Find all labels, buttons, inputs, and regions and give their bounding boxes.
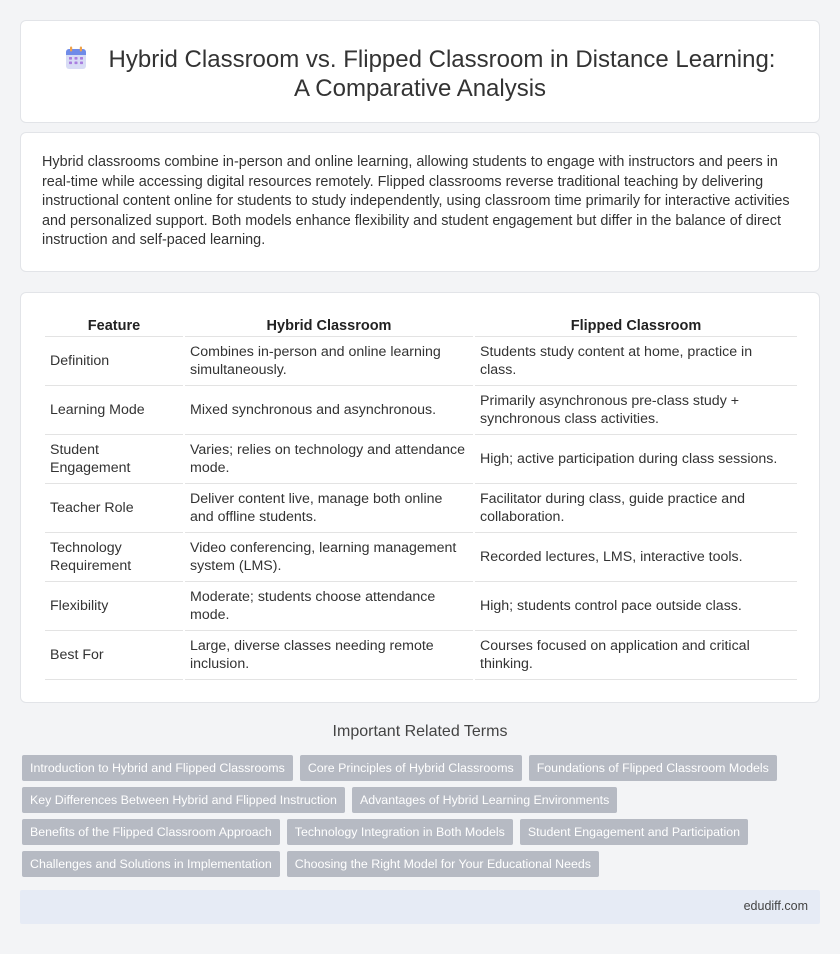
table-cell-flipped: Courses focused on application and critical thinking.	[475, 631, 797, 680]
intro-card	[20, 132, 820, 272]
calendar-icon	[65, 46, 87, 70]
table-cell-flipped: Recorded lectures, LMS, interactive tools.	[475, 533, 797, 582]
related-term-link[interactable]: Choosing the Right Model for Your Educational Needs	[287, 851, 599, 877]
table-cell-feature: Best For	[45, 631, 183, 680]
related-term-link[interactable]: Benefits of the Flipped Classroom Approach	[22, 819, 280, 845]
page-title-text: Hybrid Classroom vs. Flipped Classroom in Distance Learning: A Comparative Analysis	[108, 46, 776, 102]
table-cell-hybrid: Combines in-person and online learning simultaneously.	[185, 337, 473, 386]
related-term-link[interactable]: Introduction to Hybrid and Flipped Classrooms	[22, 755, 293, 781]
table-cell-feature: Student Engagement	[45, 435, 183, 484]
table-cell-hybrid: Moderate; students choose attendance mode.	[185, 582, 473, 631]
table-row	[45, 386, 797, 435]
table-cell-flipped: Facilitator during class, guide practice and collaboration.	[475, 484, 797, 533]
related-term-link[interactable]: Foundations of Flipped Classroom Models	[529, 755, 777, 781]
column-header-feature: Feature	[45, 315, 183, 337]
related-term-link[interactable]: Advantages of Hybrid Learning Environments	[352, 787, 617, 813]
related-term-link[interactable]: Challenges and Solutions in Implementation	[22, 851, 280, 877]
footer	[20, 890, 820, 924]
table-cell-hybrid: Large, diverse classes needing remote inclusion.	[185, 631, 473, 680]
table-cell-feature: Flexibility	[45, 582, 183, 631]
table-row	[45, 631, 797, 680]
table-cell-feature: Teacher Role	[45, 484, 183, 533]
title-card	[20, 20, 820, 123]
table-cell-feature: Definition	[45, 337, 183, 386]
table-cell-feature: Technology Requirement	[45, 533, 183, 582]
table-cell-hybrid: Deliver content live, manage both online and offline students.	[185, 484, 473, 533]
related-term-link[interactable]: Technology Integration in Both Models	[287, 819, 513, 845]
table-row	[45, 582, 797, 631]
comparison-table	[43, 315, 799, 680]
table-row	[45, 484, 797, 533]
table-cell-flipped: Students study content at home, practice in class.	[475, 337, 797, 386]
table-cell-flipped: Primarily asynchronous pre-class study + synchronous class activities.	[475, 386, 797, 435]
table-cell-feature: Learning Mode	[45, 386, 183, 435]
related-terms-list	[22, 755, 822, 883]
table-cell-hybrid: Mixed synchronous and asynchronous.	[185, 386, 473, 435]
table-cell-hybrid: Video conferencing, learning management system (LMS).	[185, 533, 473, 582]
related-terms-row	[22, 851, 822, 877]
table-header-row	[45, 315, 797, 337]
page-title	[21, 45, 819, 103]
related-term-link[interactable]: Key Differences Between Hybrid and Flipped Instruction	[22, 787, 345, 813]
comparison-table-card	[20, 292, 820, 703]
intro-paragraph: Hybrid classrooms combine in-person and online learning, allowing students to engage with instructors and peers in real-time while accessing digital resources remotely. Flipped classrooms reverse traditional teaching by delivering instructional content online for students to study independently, using classroom time primarily for interactive activities and personalized support. Both models enhance flexibility and student engagement but differ in the balance of direct instruction and self-paced learning.	[42, 154, 790, 248]
table-row	[45, 533, 797, 582]
table-row	[45, 337, 797, 386]
related-terms-row	[22, 787, 822, 813]
related-terms-row	[22, 819, 822, 845]
related-term-link[interactable]: Core Principles of Hybrid Classrooms	[300, 755, 522, 781]
column-header-hybrid: Hybrid Classroom	[185, 315, 473, 337]
related-terms-row	[22, 755, 822, 781]
table-cell-flipped: High; students control pace outside class.	[475, 582, 797, 631]
table-cell-flipped: High; active participation during class sessions.	[475, 435, 797, 484]
table-row	[45, 435, 797, 484]
column-header-flipped: Flipped Classroom	[475, 315, 797, 337]
related-terms-heading: Important Related Terms	[332, 723, 508, 740]
table-cell-hybrid: Varies; relies on technology and attendance mode.	[185, 435, 473, 484]
related-term-link[interactable]: Student Engagement and Participation	[520, 819, 748, 845]
footer-site-link[interactable]: edudiff.com	[743, 899, 808, 913]
